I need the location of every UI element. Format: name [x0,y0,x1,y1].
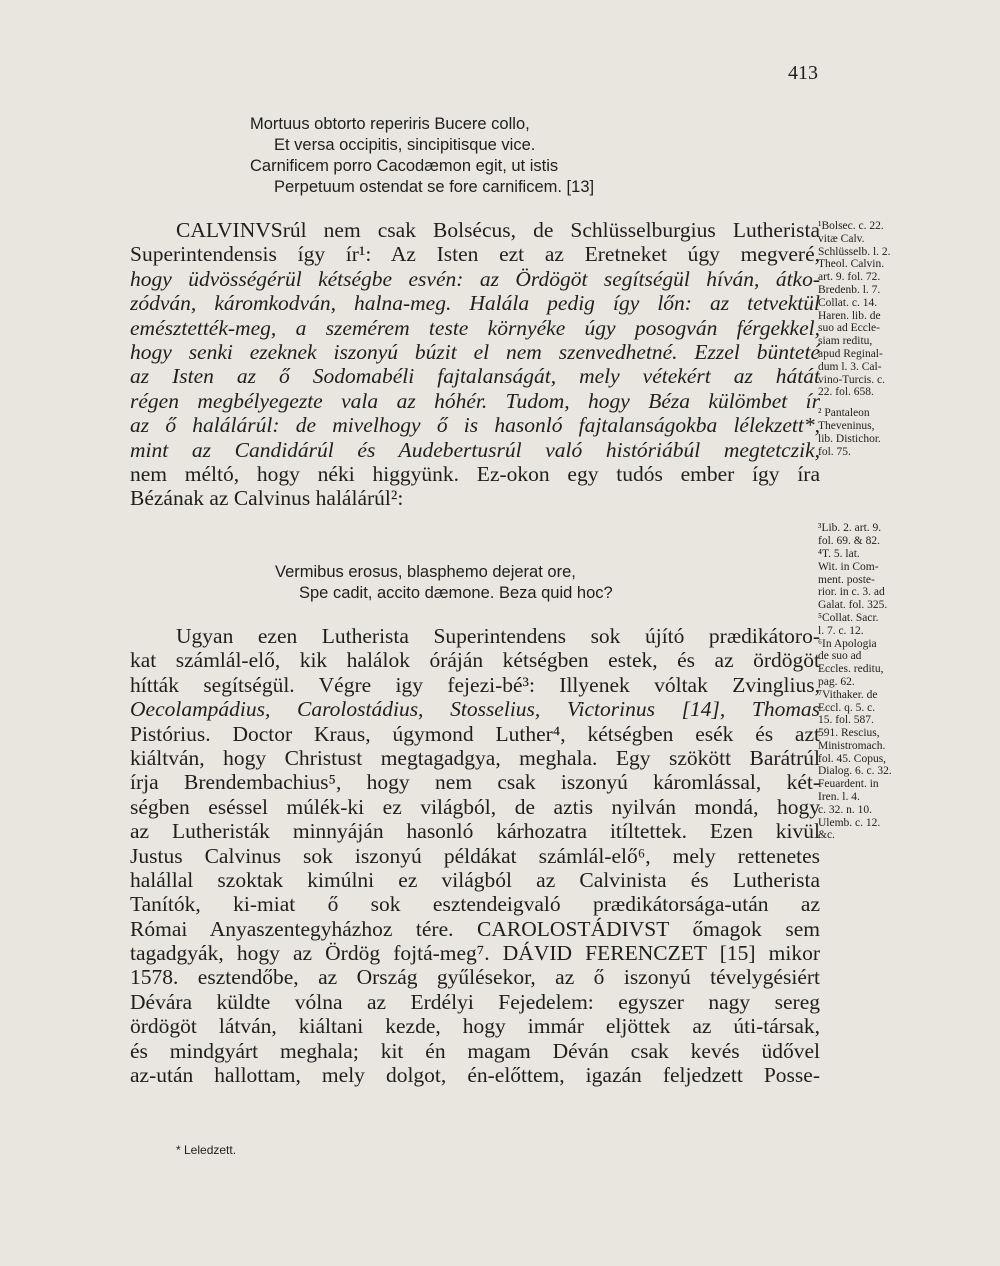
text-line: halállal szoktak kimúlni ez világból az Calvinista és Lutherista [130,867,820,892]
sidenote: Feuardent. in [818,778,879,791]
text-line: ségben eséssel múlék-ki ez világból, de aztis nyilván mondá, hogy [130,794,820,819]
text-line: tagadgyák, hogy az Ördög fojtá-meg⁷. DÁVID FERENCZET [15] mikor [130,941,820,966]
latin-verse-top [250,114,594,198]
sidenote: ⁶In Apologia [818,637,877,650]
text-line: nem méltó, hogy néki higgyünk. Ez-okon egy tudós ember így íra [130,461,820,486]
margin-notes [818,220,930,842]
sidenote: Collat. c. 14. [818,296,878,309]
sidenote: apud Reginal- [818,347,883,360]
sidenote: rior. in c. 3. ad [818,586,885,599]
sidenote: 591. Rescius, [818,727,880,740]
text-line: írja Brendembachius⁵, hogy nem csak iszonyú káromlással, két- [130,770,820,795]
sidenote: Schlüsselb. l. 2. [818,245,891,258]
text-line: az Isten az ő Sodomabéli fajtalanságát, mely vétekért az hátát [130,364,820,389]
text-line: mint az Candidárúl és Audebertusrúl való históriábúl megtetczik, [130,437,820,462]
verse-line: Mortuus obtorto reperiris Bucere collo, [250,115,530,133]
sidenote: Ministromach. [818,739,886,752]
sidenote: siam reditu, [818,335,873,348]
sidenote: ⁴T. 5. lat. [818,547,860,560]
text-line: Pistórius. Doctor Kraus, úgymond Luther⁴, kétségben esék és azt [130,721,820,746]
text-line: Dévára küldte vólna az Erdélyi Fejedelem: egyszer nagy sereg [130,989,820,1014]
sidenote: fol. 45. Copus, [818,752,887,765]
text-line: CALVINVSrúl nem csak Bolsécus, de Schlüsselburgius Lutherista [176,218,820,242]
sidenote: ⁷Vithaker. de [818,688,878,701]
text-line: Justus Calvinus sok iszonyú példákat számlál-elő⁶, mely rettenetes [130,843,820,868]
sidenote: Galat. fol. 325. [818,599,888,612]
text-line: hogy senki ezeknek iszonyú búzit el nem szenvedhetné. Ezzel bünteté [130,339,820,364]
paragraph-lutherans [130,624,820,1087]
text-line: az-után hallottam, mely dolgot, én-előttem, igazán feljedzett Posse- [130,1063,820,1088]
verse-line: Carnificem porro Cacodæmon egit, ut istis [250,157,559,175]
text-line: és mindgyárt meghala; kit én magam Déván csak kevés üdővel [130,1038,820,1063]
text-line: régen megbélyegezte vala az hóhér. Tudom, hogy Béza külömbet ír [130,388,820,413]
sidenote: c. 32. n. 10. [818,803,872,816]
text-line: ördögöt látván, kiáltani kezde, hogy immár eljöttek az úti-társak, [130,1014,820,1039]
sidenote: Haren. lib. de [818,309,881,322]
verse-line: Vermibus erosus, blasphemo dejerat ore, [275,563,576,581]
text-line: kat számlál-elő, kik halálok óráján kétségben estek, és az ördögöt [130,648,820,673]
text-line: Superintendensis így ír¹: Az Isten ezt az Eretneket úgy megveré, [130,242,820,267]
text-line: zódván, káromkodván, halna-meg. Halála pedig így lőn: az tetvektül [130,291,820,316]
verse-line: Perpetuum ostendat se fore carnificem. [13] [274,178,595,196]
sidenote: fol. 69. & 82. [818,535,880,548]
sidenote: Bredenb. l. 7. [818,283,881,296]
footnote: * Leledzett. [176,1143,237,1157]
sidenote: Ulemb. c. 12. [818,816,881,829]
sidenote: ⁵Collat. Sacr. [818,611,879,624]
sidenote: Iren. l. 4. [818,791,860,804]
sidenote: lib. Distichor. [818,432,881,445]
sidenote: Theveninus, [818,419,875,432]
sidenote: vitæ Calv. [818,232,865,245]
text-line: az Lutheristák minnyáján hasonló kárhozatra itíltettek. Ezen kivül [130,819,820,844]
sidenote: Eccl. q. 5. c. [818,701,876,714]
paragraph-calvin [130,218,820,511]
sidenote: Dialog. 6. c. 32. [818,765,892,778]
sidenote: de suo ad [818,650,862,663]
text-line: kiáltván, hogy Christust megtagadgya, meghala. Egy szökött Barátrúl [130,745,820,770]
sidenote: 22. fol. 658. [818,386,874,399]
text-line: 1578. esztendőbe, az Ország gyűlésekor, az ő iszonyú tévelygésiért [130,965,820,990]
sidenote: fol. 75. [818,445,851,458]
sidenote: ¹Bolsec. c. 22. [818,220,884,232]
sidenote: dum l. 3. Cal- [818,360,882,373]
sidenote: l. 7. c. 12. [818,624,864,637]
sidenote: Wit. in Com- [818,560,879,573]
text-line: emésztették-meg, a szemérem teste környéke úgy posogván férgekkel, [130,315,820,340]
text-line: Tanítók, ki-miat ő sok esztendeigvaló prædikátorsága-után az [130,892,820,917]
sidenote: suo ad Eccle- [818,322,880,335]
sidenote: &c. [818,829,835,842]
sidenote: pag. 62. [818,675,855,688]
sidenote: ² Pantaleon [818,407,870,420]
sidenote: Eccles. reditu, [818,663,884,676]
verse-line: Spe cadit, accito dæmone. Beza quid hoc? [299,584,613,602]
sidenote: ment. poste- [818,573,875,586]
verse-line: Et versa occipitis, sincipitisque vice. [274,136,536,154]
sidenote: 15. fol. 587. [818,714,874,727]
text-line: Bézának az Calvinus halálárúl²: [130,486,404,511]
text-line: Ugyan ezen Lutherista Superintendens sok újító prædikátoro- [176,624,820,648]
text-line: az ő halálárúl: de mivelhogy ő is hasonló fajtalanságokba lélekzett*, [130,413,820,438]
page-number: 413 [788,62,818,84]
sidenote: art. 9. fol. 72. [818,271,881,284]
text-line: Római Anyaszentegyházhoz tére. CAROLOSTÁDIVST őmagok sem [130,916,820,941]
sidenote: Theol. Calvin. [818,258,885,271]
text-line: hogy üdvösségérül kétségbe esvén: az Ördögöt segítségül híván, átko- [130,266,820,291]
text-line: hítták segítségül. Végre igy fejezi-bé³: Illyenek vóltak Zvinglius, [130,672,820,697]
latin-verse-middle [275,562,613,604]
sidenote: ³Lib. 2. art. 9. [818,522,882,535]
text-line: Oecolampádius, Carolostádius, Stosselius, Victorinus [14], Thomas [130,697,820,722]
sidenote: vino-Turcis. c. [818,373,885,386]
